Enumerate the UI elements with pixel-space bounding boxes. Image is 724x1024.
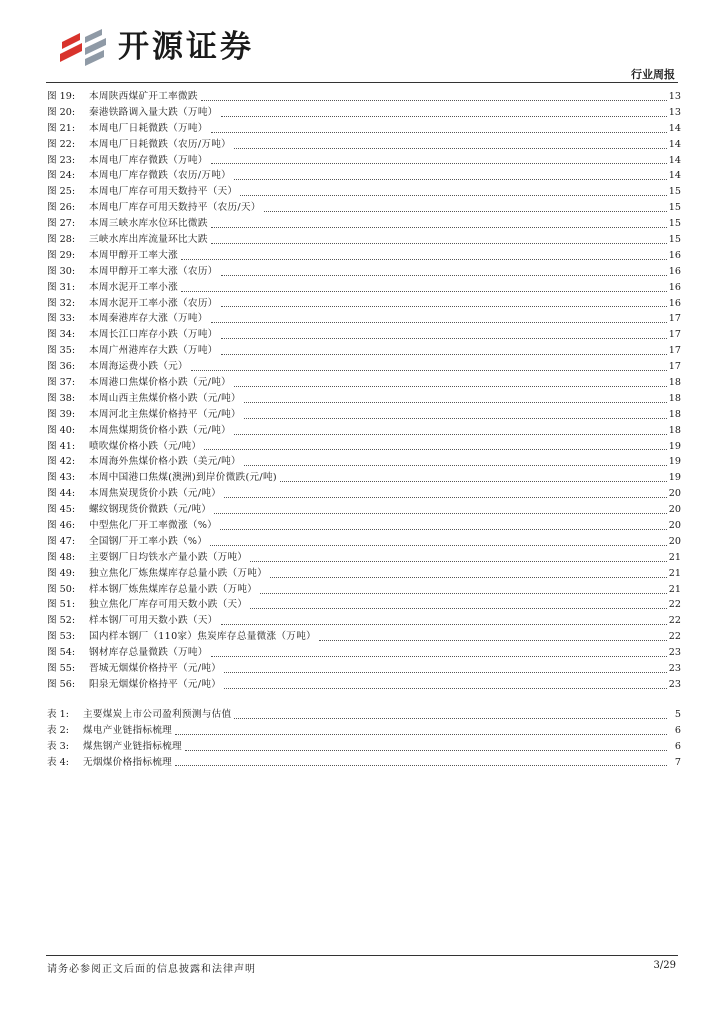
figure-entry[interactable] — [47, 216, 681, 232]
entry-title[interactable]: 本周电厂库存微跌（万吨） — [89, 154, 208, 166]
figure-entry[interactable] — [47, 423, 681, 439]
dot-leader — [221, 623, 667, 625]
entry-page-number[interactable]: 14 — [668, 170, 681, 182]
section-gap — [47, 693, 681, 707]
entry-page-number[interactable]: 17 — [668, 313, 681, 325]
dot-leader — [250, 607, 666, 609]
entry-title[interactable]: 本周海外焦煤价格小跌（美元/吨） — [89, 456, 241, 468]
figure-entry[interactable] — [47, 502, 681, 518]
page-number: 3/29 — [653, 960, 676, 971]
entry-page-number[interactable]: 19 — [668, 456, 681, 468]
dot-leader — [175, 733, 667, 735]
entry-page-number[interactable]: 21 — [668, 583, 681, 595]
entry-page-number[interactable]: 17 — [668, 345, 681, 357]
entry-title[interactable]: 本周中国港口焦煤(澳洲)到岸价微跌(元/吨) — [89, 472, 277, 484]
entry-label: 表 2: — [47, 724, 69, 736]
entry-title[interactable]: 本周水泥开工率小涨（农历） — [89, 297, 218, 309]
entry-label: 图 47: — [47, 535, 76, 547]
entry-label: 表 3: — [47, 740, 69, 752]
figure-entry[interactable] — [47, 280, 681, 296]
entry-title[interactable]: 本周水泥开工率小涨 — [89, 281, 179, 293]
entry-label: 图 44: — [47, 488, 76, 500]
entry-label: 图 26: — [47, 202, 76, 214]
entry-label: 图 32: — [47, 297, 76, 309]
entry-title[interactable]: 煤电产业链指标梳理 — [83, 724, 173, 736]
entry-title[interactable]: 本周陕西煤矿开工率微跌 — [89, 90, 198, 102]
entry-title[interactable]: 独立焦化厂炼焦煤库存总量小跌（万吨） — [89, 567, 268, 579]
entry-page-number[interactable]: 6 — [674, 740, 681, 752]
entry-page-number[interactable]: 16 — [668, 281, 681, 293]
figure-entry[interactable] — [47, 439, 681, 455]
dot-leader — [191, 369, 667, 371]
dot-leader — [224, 687, 667, 689]
entry-page-number[interactable]: 18 — [668, 377, 681, 389]
entry-page-number[interactable]: 19 — [668, 440, 681, 452]
figure-entry[interactable] — [47, 232, 681, 248]
entry-page-number[interactable]: 22 — [668, 615, 681, 627]
entry-title[interactable]: 本周焦炭现货价小跌（元/吨） — [89, 488, 222, 500]
entry-page-number[interactable]: 14 — [668, 154, 681, 166]
entry-label: 图 53: — [47, 631, 76, 643]
entry-title[interactable]: 钢材库存总量微跌（万吨） — [89, 647, 208, 659]
entry-title[interactable]: 煤焦钢产业链指标梳理 — [83, 740, 182, 752]
entry-label: 图 51: — [47, 599, 76, 611]
dot-leader — [221, 305, 667, 307]
entry-title[interactable]: 本周河北主焦煤价格持平（元/吨） — [89, 408, 241, 420]
entry-title[interactable]: 三峡水库出库流量环比大跌 — [89, 234, 208, 245]
entry-title[interactable]: 主要煤炭上市公司盈利预测与估值 — [83, 708, 232, 720]
dot-leader — [234, 717, 667, 719]
entry-title[interactable]: 本周三峡水库水位环比微跌 — [89, 218, 208, 230]
entry-label: 图 43: — [47, 472, 76, 484]
entry-page-number[interactable]: 6 — [674, 724, 681, 736]
entry-label: 图 36: — [47, 361, 76, 373]
figure-entry[interactable] — [47, 184, 681, 200]
dot-leader — [240, 194, 666, 196]
entry-label: 图 41: — [47, 440, 76, 452]
figure-entry[interactable] — [47, 518, 681, 534]
brand-logo — [58, 24, 278, 70]
entry-page-number[interactable]: 15 — [668, 218, 681, 230]
entry-title[interactable]: 中型焦化厂开工率微涨（%） — [89, 520, 218, 532]
entry-label: 图 46: — [47, 520, 76, 532]
dot-leader — [211, 655, 667, 657]
entry-label: 图 29: — [47, 249, 76, 261]
figure-entry[interactable] — [47, 89, 681, 105]
entry-label: 图 37: — [47, 377, 76, 389]
entry-label: 图 27: — [47, 218, 76, 230]
figure-entry[interactable] — [47, 264, 681, 280]
entry-title[interactable]: 本周甲醇开工率大涨 — [89, 249, 179, 261]
entry-title[interactable]: 本周电厂日耗微跌（万吨） — [89, 122, 208, 134]
dot-leader — [181, 258, 667, 260]
dot-leader — [260, 592, 667, 594]
entry-label: 图 54: — [47, 647, 76, 659]
dot-leader — [211, 242, 667, 244]
figure-entry[interactable] — [47, 200, 681, 216]
figure-entry[interactable] — [47, 343, 681, 359]
entry-label: 图 24: — [47, 170, 76, 182]
entry-page-number[interactable]: 18 — [668, 424, 681, 436]
entry-page-number[interactable]: 22 — [668, 599, 681, 611]
entry-page-number[interactable]: 18 — [668, 408, 681, 420]
entry-page-number[interactable]: 23 — [668, 678, 681, 690]
figure-entry[interactable] — [47, 598, 681, 614]
entry-title[interactable]: 样本钢厂炼焦煤库存总量小跌（万吨） — [89, 583, 258, 595]
dot-leader — [224, 671, 667, 673]
dot-leader — [234, 385, 667, 387]
entry-label: 图 40: — [47, 424, 76, 436]
figure-entry[interactable] — [47, 550, 681, 566]
dot-leader — [234, 433, 667, 435]
dot-leader — [244, 417, 667, 419]
dot-leader — [264, 210, 667, 212]
entry-title[interactable]: 本周广州港库存大跌（万吨） — [89, 345, 218, 357]
dot-leader — [220, 528, 667, 530]
table-list — [47, 707, 681, 771]
table-of-figures — [47, 89, 681, 770]
entry-title[interactable]: 独立焦化厂库存可用天数小跌（天） — [89, 599, 248, 611]
entry-label: 图 45: — [47, 504, 76, 516]
entry-title[interactable]: 本周山西主焦煤价格小跌（元/吨） — [89, 392, 241, 404]
figure-entry[interactable] — [47, 677, 681, 693]
entry-page-number[interactable]: 14 — [668, 122, 681, 134]
figure-entry[interactable] — [47, 629, 681, 645]
dot-leader — [234, 147, 667, 149]
figure-entry[interactable] — [47, 407, 681, 423]
entry-page-number[interactable]: 23 — [668, 663, 681, 675]
footer-divider — [46, 955, 678, 956]
header-divider — [46, 82, 678, 83]
dot-leader — [185, 749, 667, 751]
entry-page-number[interactable]: 20 — [668, 520, 681, 532]
figure-entry[interactable] — [47, 311, 681, 327]
brand-name: 开源证券 — [118, 29, 254, 65]
entry-page-number[interactable]: 13 — [668, 90, 681, 102]
entry-page-number[interactable]: 22 — [668, 631, 681, 643]
entry-label: 图 34: — [47, 329, 76, 341]
entry-label: 图 25: — [47, 186, 76, 198]
entry-label: 图 52: — [47, 615, 76, 627]
figure-entry[interactable] — [47, 137, 681, 153]
entry-page-number[interactable]: 7 — [674, 756, 681, 768]
entry-page-number[interactable]: 14 — [668, 138, 681, 150]
dot-leader — [221, 337, 667, 339]
figure-entry[interactable] — [47, 454, 681, 470]
entry-label: 图 39: — [47, 408, 76, 420]
entry-title[interactable]: 国内样本钢厂（110家）焦炭库存总量微涨（万吨） — [89, 631, 316, 643]
figure-entry[interactable] — [47, 566, 681, 582]
entry-label: 图 23: — [47, 154, 76, 166]
dot-leader — [280, 480, 667, 482]
entry-title[interactable]: 秦港铁路调入量大跌（万吨） — [89, 106, 218, 118]
entry-title[interactable]: 本周海运费小跌（元） — [89, 361, 188, 373]
entry-page-number[interactable]: 21 — [668, 567, 681, 579]
entry-label: 图 38: — [47, 392, 76, 404]
entry-title[interactable]: 本周电厂库存微跌（农历/万吨） — [89, 170, 232, 182]
table-entry[interactable] — [47, 723, 681, 739]
dot-leader — [211, 162, 667, 164]
entry-label: 图 50: — [47, 583, 76, 595]
entry-label: 图 19: — [47, 90, 76, 102]
entry-label: 图 48: — [47, 551, 76, 563]
dot-leader — [221, 115, 667, 117]
entry-label: 图 22: — [47, 138, 76, 150]
entry-page-number[interactable]: 13 — [668, 106, 681, 118]
figure-entry[interactable] — [47, 486, 681, 502]
entry-page-number[interactable]: 17 — [668, 329, 681, 341]
dot-leader — [204, 448, 666, 450]
entry-title[interactable]: 晋城无烟煤价格持平（元/吨） — [89, 663, 222, 675]
entry-page-number[interactable]: 16 — [668, 249, 681, 261]
entry-label: 图 56: — [47, 678, 76, 690]
figure-entry[interactable] — [47, 327, 681, 343]
figure-entry[interactable] — [47, 375, 681, 391]
entry-label: 表 1: — [47, 708, 69, 720]
entry-page-number[interactable]: 20 — [668, 488, 681, 500]
figure-entry[interactable] — [47, 582, 681, 598]
entry-label: 图 31: — [47, 281, 76, 293]
dot-leader — [210, 544, 667, 546]
dot-leader — [221, 353, 667, 355]
entry-title[interactable]: 本周焦煤期货价格小跌（元/吨） — [89, 424, 232, 436]
entry-title[interactable]: 本周电厂日耗微跌（农历/万吨） — [89, 138, 232, 150]
figure-entry[interactable] — [47, 661, 681, 677]
footer-disclaimer: 请务必参阅正文后面的信息披露和法律声明 — [47, 964, 256, 975]
entry-title[interactable]: 本周长江口库存小跌（万吨） — [89, 329, 218, 341]
entry-page-number[interactable]: 20 — [668, 535, 681, 547]
entry-label: 图 33: — [47, 313, 76, 325]
entry-label: 图 35: — [47, 345, 76, 357]
entry-page-number[interactable]: 21 — [668, 551, 681, 563]
entry-title[interactable]: 本周港口焦煤价格小跌（元/吨） — [89, 377, 232, 389]
entry-title[interactable]: 阳泉无烟煤价格持平（元/吨） — [89, 678, 222, 690]
dot-leader — [270, 576, 667, 578]
dot-leader — [234, 178, 667, 180]
figure-entry[interactable] — [47, 359, 681, 375]
figure-entry[interactable] — [47, 105, 681, 121]
entry-page-number[interactable]: 16 — [668, 265, 681, 277]
figure-entry[interactable] — [47, 248, 681, 264]
entry-page-number[interactable]: 19 — [668, 472, 681, 484]
entry-label: 图 21: — [47, 122, 76, 134]
table-entry[interactable] — [47, 739, 681, 755]
table-entry[interactable] — [47, 707, 681, 723]
entry-title[interactable]: 本周电厂库存可用天数持平（农历/天） — [89, 202, 261, 214]
entry-label: 表 4: — [47, 756, 69, 768]
entry-page-number[interactable]: 5 — [674, 708, 681, 720]
figure-list — [47, 89, 681, 693]
dot-leader — [224, 496, 667, 498]
entry-label: 图 20: — [47, 106, 76, 118]
entry-page-number[interactable]: 17 — [668, 361, 681, 373]
figure-entry[interactable] — [47, 470, 681, 486]
entry-title[interactable]: 本周秦港库存大涨（万吨） — [89, 313, 208, 325]
entry-label: 图 30: — [47, 265, 76, 277]
entry-page-number[interactable]: 15 — [668, 234, 681, 245]
figure-entry[interactable] — [47, 391, 681, 407]
figure-entry[interactable] — [47, 153, 681, 169]
entry-label: 图 42: — [47, 456, 76, 468]
figure-entry[interactable] — [47, 645, 681, 661]
entry-title[interactable]: 本周电厂库存可用天数持平（天） — [89, 186, 238, 198]
dot-leader — [250, 560, 666, 562]
entry-title[interactable]: 无烟煤价格指标梳理 — [83, 756, 173, 768]
entry-label: 图 28: — [47, 234, 76, 245]
entry-page-number[interactable]: 18 — [668, 392, 681, 404]
dot-leader — [211, 321, 667, 323]
entry-title[interactable]: 喷吹煤价格小跌（元/吨） — [89, 440, 202, 452]
dot-leader — [175, 764, 667, 766]
dot-leader — [221, 274, 667, 276]
entry-label: 图 49: — [47, 567, 76, 579]
kaiyuan-logo-icon — [58, 24, 112, 70]
dot-leader — [244, 401, 667, 403]
dot-leader — [201, 99, 667, 101]
entry-page-number[interactable]: 23 — [668, 647, 681, 659]
entry-title[interactable]: 本周甲醇开工率大涨（农历） — [89, 265, 218, 277]
figure-entry[interactable] — [47, 613, 681, 629]
dot-leader — [181, 290, 667, 292]
dot-leader — [244, 464, 667, 466]
entry-title[interactable]: 螺纹钢现货价微跌（元/吨） — [89, 504, 212, 516]
entry-page-number[interactable]: 20 — [668, 504, 681, 516]
figure-entry[interactable] — [47, 168, 681, 184]
entry-title[interactable]: 样本钢厂可用天数小跌（天） — [89, 615, 218, 627]
entry-page-number[interactable]: 15 — [668, 202, 681, 214]
entry-title[interactable]: 全国钢厂开工率小跌（%） — [89, 535, 208, 547]
dot-leader — [211, 131, 667, 133]
dot-leader — [211, 226, 667, 228]
entry-label: 图 55: — [47, 663, 76, 675]
entry-page-number[interactable]: 15 — [668, 186, 681, 198]
table-entry[interactable] — [47, 755, 681, 771]
entry-page-number[interactable]: 16 — [668, 297, 681, 309]
figure-entry[interactable] — [47, 121, 681, 137]
entry-title[interactable]: 主要钢厂日均铁水产量小跌（万吨） — [89, 551, 248, 563]
figure-entry[interactable] — [47, 296, 681, 312]
figure-entry[interactable] — [47, 534, 681, 550]
dot-leader — [214, 512, 667, 514]
dot-leader — [319, 639, 667, 641]
report-type: 行业周报 — [631, 68, 675, 81]
